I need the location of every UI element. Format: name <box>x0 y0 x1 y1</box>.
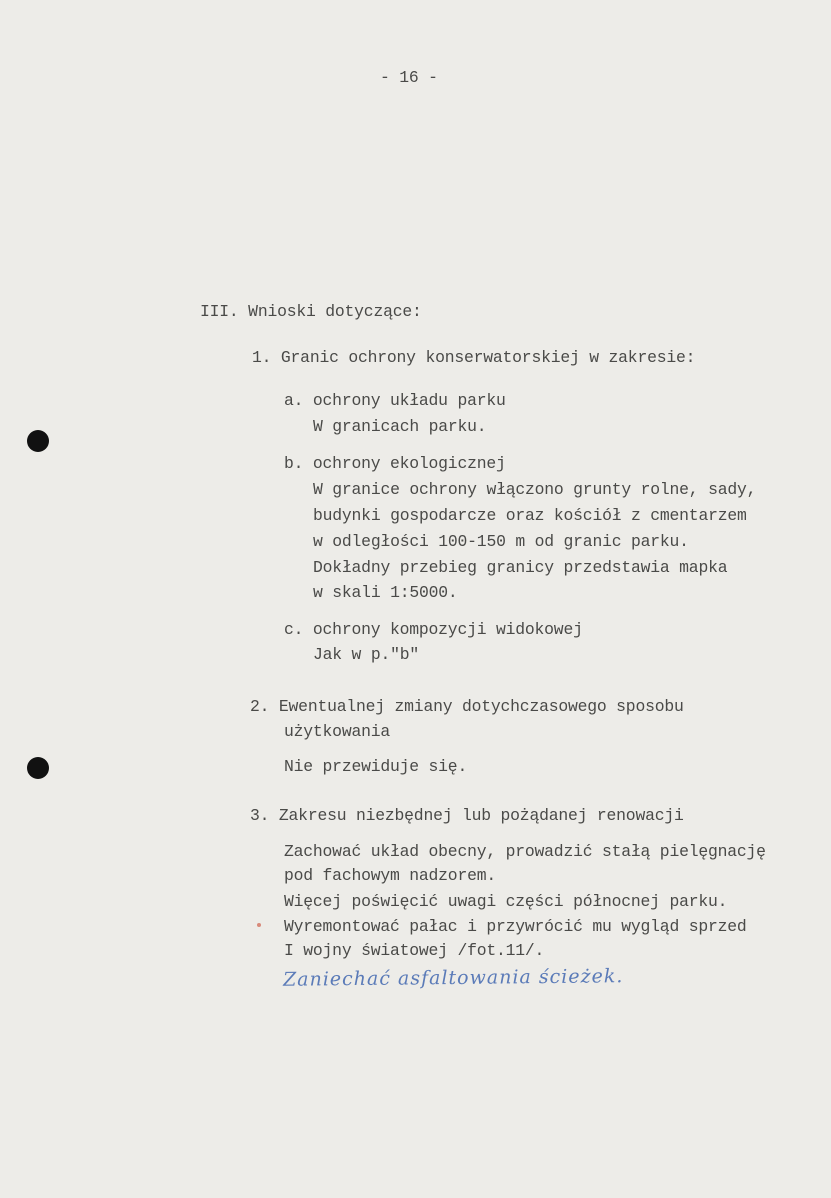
item-1b-line: Dokładny przebieg granicy przedstawia mapka <box>313 558 728 577</box>
item-2-title: 2. Ewentualnej zmiany dotychczasowego sposobu <box>250 697 684 716</box>
item-1c-label: c. ochrony kompozycji widokowej <box>284 620 583 639</box>
item-1b-line: W granice ochrony włączono grunty rolne, sady, <box>313 480 757 499</box>
section-heading: III. Wnioski dotyczące: <box>200 302 422 321</box>
item-1b-label: b. ochrony ekologicznej <box>284 454 506 473</box>
item-1b-line: w skali 1:5000. <box>313 583 458 602</box>
punch-hole-bottom <box>27 757 49 779</box>
item-3-line: I wojny światowej /fot.11/. <box>284 941 545 960</box>
handwritten-note: Zaniechać asfaltowania ścieżek. <box>282 965 624 991</box>
item-1-title: 1. Granic ochrony konserwatorskiej w zakresie: <box>252 348 696 367</box>
item-3-line: Wyremontować pałac i przywrócić mu wygląd sprzed <box>284 917 747 936</box>
item-1c-line: Jak w p."b" <box>313 645 419 664</box>
red-speck <box>257 923 261 927</box>
item-3-line: Zachować układ obecny, prowadzić stałą pielęgnację <box>284 842 766 861</box>
item-3-title: 3. Zakresu niezbędnej lub pożądanej renowacji <box>250 806 684 825</box>
item-2-answer: Nie przewiduje się. <box>284 757 468 776</box>
punch-hole-top <box>27 430 49 452</box>
item-2-title-continued: użytkowania <box>284 722 390 741</box>
item-3-line: pod fachowym nadzorem. <box>284 866 496 885</box>
item-1b-line: w odległości 100-150 m od granic parku. <box>313 532 689 551</box>
item-3-line: Więcej poświęcić uwagi części północnej parku. <box>284 892 728 911</box>
item-1b-line: budynki gospodarcze oraz kościół z cmentarzem <box>313 506 747 525</box>
item-1a-label: a. ochrony układu parku <box>284 391 506 410</box>
item-1a-line: W granicach parku. <box>313 417 487 436</box>
page-number: - 16 - <box>380 68 438 87</box>
